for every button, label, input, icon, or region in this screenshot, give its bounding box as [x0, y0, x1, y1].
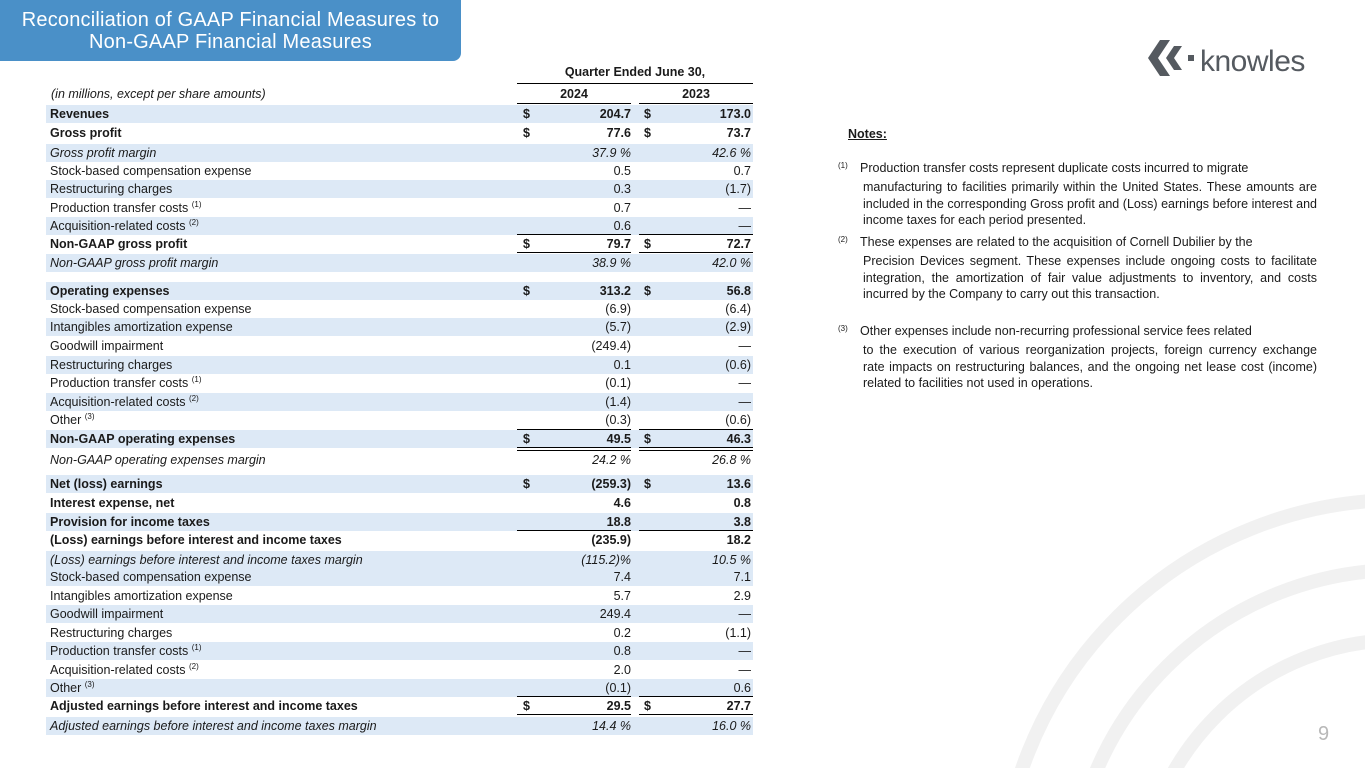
year-2024-header: 2024: [517, 87, 631, 104]
subtotal-rule: [517, 234, 631, 235]
row-label: Gross profit: [50, 126, 122, 140]
subtotal-rule: [639, 234, 753, 235]
value-2024: (5.7): [605, 320, 631, 334]
year-2023-header: 2023: [639, 87, 753, 104]
row-label: Goodwill impairment: [50, 339, 164, 353]
note-number: (3): [838, 324, 848, 333]
row-label: Intangibles amortization expense: [50, 589, 233, 603]
table-row: [46, 199, 753, 217]
value-2024: 0.2: [613, 626, 631, 640]
value-2024: 29.5: [606, 699, 631, 713]
value-2023: (1.1): [725, 626, 751, 640]
value-2024: (0.1): [605, 376, 631, 390]
row-label: Production transfer costs $^{(1)}$: [50, 200, 202, 215]
value-2024: (0.3): [605, 413, 631, 427]
row-label: Other $^{(3)}$: [50, 680, 95, 695]
row-label: Acquisition-related costs $^{(2)}$: [50, 662, 199, 677]
value-2023: 26.8 %: [712, 453, 751, 467]
row-label: Goodwill impairment: [50, 607, 164, 621]
dollar-sign-2023: $: [644, 237, 651, 251]
row-label: Stock-based compensation expense: [50, 570, 252, 584]
total-double-rule: [639, 252, 753, 253]
dollar-sign-2024: $: [523, 699, 530, 713]
note-first-line: Other expenses include non-recurring professional service fees related: [860, 324, 1252, 338]
note-number: (1): [838, 161, 848, 170]
note-body: Precision Devices segment. These expenses include ongoing costs to facilitate integration, the amortization of fair value adjustments to inventory, and costs incurred by the Company to carry out this transaction.: [863, 254, 1317, 301]
value-2024: 77.6: [606, 126, 631, 140]
value-2024: 0.3: [613, 182, 631, 196]
note-first-line: These expenses are related to the acquisition of Cornell Dubilier by the: [860, 235, 1253, 249]
table-row: [46, 475, 753, 493]
table-row: [46, 144, 753, 162]
table-row: [46, 513, 753, 531]
value-2023: 73.7: [726, 126, 751, 140]
value-2024: 37.9 %: [592, 146, 631, 160]
table-row: [46, 624, 753, 642]
value-2023: —: [738, 663, 751, 677]
value-2024: 0.7: [613, 201, 631, 215]
value-2023: 16.0 %: [712, 719, 751, 733]
table-row: [46, 337, 753, 355]
row-label: Interest expense, net: [50, 496, 175, 510]
slide-title-line1: Reconciliation of GAAP Financial Measures to: [21, 9, 440, 31]
table-row: [46, 494, 753, 512]
value-2024: 4.6: [613, 496, 631, 510]
row-label: Non-GAAP operating expenses: [50, 432, 236, 446]
footnote-ref: (3): [84, 412, 95, 421]
total-double-rule: [639, 714, 753, 715]
slide-title: [0, 0, 461, 61]
note-number: (2): [838, 235, 848, 244]
value-2023: 46.3: [726, 432, 751, 446]
row-label: Restructuring charges: [50, 358, 173, 372]
value-2024: (235.9): [591, 533, 631, 547]
table-row: [46, 679, 753, 697]
note-first-line: Production transfer costs represent duplicate costs incurred to migrate: [860, 161, 1249, 175]
units-note: (in millions, except per share amounts): [51, 87, 266, 101]
note-body: manufacturing to facilities primarily within the United States. These amounts are included in the corresponding Gross profit and (Loss) earnings before interest and income taxes for each period presented.: [863, 180, 1317, 227]
row-label: Adjusted earnings before interest and income taxes: [50, 699, 358, 713]
footnote-ref: (3): [84, 680, 95, 689]
value-2024: (115.2)%: [581, 553, 631, 567]
total-double-rule: [517, 447, 631, 448]
value-2023: 3.8: [733, 515, 751, 529]
value-2023: 2.9: [733, 589, 751, 603]
table-row: [46, 217, 753, 235]
table-row: [46, 105, 753, 123]
value-2023: 10.5 %: [712, 553, 751, 567]
footnote-ref: (2): [188, 394, 199, 403]
value-2023: 0.7: [733, 164, 751, 178]
slide-title-line2: Non-GAAP Financial Measures: [89, 31, 372, 53]
value-2023: (6.4): [725, 302, 751, 316]
table-row: [46, 661, 753, 679]
row-label: Stock-based compensation expense: [50, 164, 252, 178]
dollar-sign-2024: $: [523, 284, 530, 298]
period-header: Quarter Ended June 30,: [517, 65, 753, 84]
value-2024: 79.7: [606, 237, 631, 251]
row-label: Restructuring charges: [50, 182, 173, 196]
table-row: [46, 318, 753, 336]
row-label: (Loss) earnings before interest and income taxes: [50, 533, 342, 547]
table-row: [46, 374, 753, 392]
value-2023: 72.7: [726, 237, 751, 251]
value-2023: (0.6): [725, 358, 751, 372]
row-label: Gross profit margin: [50, 146, 157, 160]
notes-title: Notes:: [848, 127, 887, 141]
row-label: Operating expenses: [50, 284, 170, 298]
table-row: [46, 356, 753, 374]
row-label: Net (loss) earnings: [50, 477, 163, 491]
dollar-sign-2023: $: [644, 699, 651, 713]
table-row: [46, 282, 753, 300]
value-2023: 56.8: [726, 284, 751, 298]
value-2024: 0.1: [613, 358, 631, 372]
table-row: [46, 642, 753, 660]
table-row: [46, 411, 753, 429]
total-double-rule: [517, 714, 631, 715]
footnote-ref: (2): [188, 218, 199, 227]
value-2023: —: [738, 219, 751, 233]
subtotal-rule: [639, 696, 753, 697]
value-2023: 13.6: [726, 477, 751, 491]
row-label: Non-GAAP gross profit: [50, 237, 188, 251]
footnote-ref: (1): [191, 200, 202, 209]
value-2023: 42.0 %: [712, 256, 751, 270]
table-row: [46, 587, 753, 605]
value-2023: —: [738, 376, 751, 390]
table-row: [46, 451, 753, 469]
dollar-sign-2024: $: [523, 432, 530, 446]
value-2024: (1.4): [605, 395, 631, 409]
dollar-sign-2024: $: [523, 477, 530, 491]
value-2023: —: [738, 607, 751, 621]
value-2024: 2.0: [613, 663, 631, 677]
value-2024: (6.9): [605, 302, 631, 316]
value-2024: 24.2 %: [592, 453, 631, 467]
table-row: [46, 551, 753, 569]
table-row: [46, 531, 753, 549]
value-2023: 173.0: [719, 107, 751, 121]
row-label: Restructuring charges: [50, 626, 173, 640]
subtotal-rule: [517, 530, 631, 531]
row-label: Production transfer costs $^{(1)}$: [50, 643, 202, 658]
value-2024: (249.4): [591, 339, 631, 353]
row-label: Intangibles amortization expense: [50, 320, 233, 334]
value-2023: —: [738, 395, 751, 409]
value-2024: 204.7: [599, 107, 631, 121]
dollar-sign-2024: $: [523, 107, 530, 121]
footnote-ref: (2): [188, 662, 199, 671]
row-label: Revenues: [50, 107, 110, 121]
value-2024: (259.3): [591, 477, 631, 491]
value-2024: 0.8: [613, 644, 631, 658]
table-row: [46, 393, 753, 411]
dollar-sign-2024: $: [523, 126, 530, 140]
table-row: [46, 300, 753, 318]
value-2024: 0.5: [613, 164, 631, 178]
logo-wordmark: knowles: [1200, 45, 1305, 78]
dollar-sign-2023: $: [644, 107, 651, 121]
value-2024: 249.4: [599, 607, 631, 621]
table-row: [46, 180, 753, 198]
row-label: Acquisition-related costs $^{(2)}$: [50, 218, 199, 233]
value-2023: 27.7: [726, 699, 751, 713]
footnote-ref: (1): [191, 643, 202, 652]
value-2024: 49.5: [606, 432, 631, 446]
subtotal-rule: [639, 530, 753, 531]
row-label: (Loss) earnings before interest and income taxes margin: [50, 553, 363, 567]
row-label: Adjusted earnings before interest and income taxes margin: [50, 719, 377, 733]
value-2023: —: [738, 644, 751, 658]
value-2023: 0.6: [733, 681, 751, 695]
dollar-sign-2024: $: [523, 237, 530, 251]
value-2023: 0.8: [733, 496, 751, 510]
row-label: Acquisition-related costs $^{(2)}$: [50, 394, 199, 409]
value-2024: 14.4 %: [592, 719, 631, 733]
footnote-ref: (1): [191, 375, 202, 384]
value-2024: (0.1): [605, 681, 631, 695]
value-2023: —: [738, 339, 751, 353]
value-2024: 0.6: [613, 219, 631, 233]
value-2024: 38.9 %: [592, 256, 631, 270]
value-2024: 18.8: [606, 515, 631, 529]
table-row: [46, 717, 753, 735]
value-2023: (1.7): [725, 182, 751, 196]
row-label: Other $^{(3)}$: [50, 412, 95, 427]
row-label: Non-GAAP gross profit margin: [50, 256, 219, 270]
table-row: [46, 697, 753, 715]
row-label: Provision for income taxes: [50, 515, 210, 529]
value-2023: 7.1: [733, 570, 751, 584]
note-body: to the execution of various reorganization projects, foreign currency exchange rate impacts on restructuring balances, and the ongoing net lease cost (income) related to facilities not used in operations.: [863, 343, 1317, 390]
table-row: [46, 254, 753, 272]
value-2023: (0.6): [725, 413, 751, 427]
table-row: [46, 162, 753, 180]
dollar-sign-2023: $: [644, 477, 651, 491]
table-row: [46, 235, 753, 253]
row-label: Non-GAAP operating expenses margin: [50, 453, 266, 467]
value-2023: 18.2: [726, 533, 751, 547]
value-2024: 5.7: [613, 589, 631, 603]
value-2024: 7.4: [613, 570, 631, 584]
value-2023: 42.6 %: [712, 146, 751, 160]
row-label: Stock-based compensation expense: [50, 302, 252, 316]
table-row: [46, 124, 753, 142]
table-row: [46, 605, 753, 623]
subtotal-rule: [639, 429, 753, 430]
dollar-sign-2023: $: [644, 432, 651, 446]
dollar-sign-2023: $: [644, 284, 651, 298]
page-number: 9: [1318, 723, 1330, 745]
table-row: [46, 430, 753, 448]
total-double-rule: [517, 252, 631, 253]
subtotal-rule: [517, 429, 631, 430]
value-2023: —: [738, 201, 751, 215]
value-2023: (2.9): [725, 320, 751, 334]
table-row: [46, 568, 753, 586]
row-label: Production transfer costs $^{(1)}$: [50, 375, 202, 390]
dollar-sign-2023: $: [644, 126, 651, 140]
total-double-rule: [639, 447, 753, 448]
subtotal-rule: [517, 696, 631, 697]
value-2024: 313.2: [599, 284, 631, 298]
